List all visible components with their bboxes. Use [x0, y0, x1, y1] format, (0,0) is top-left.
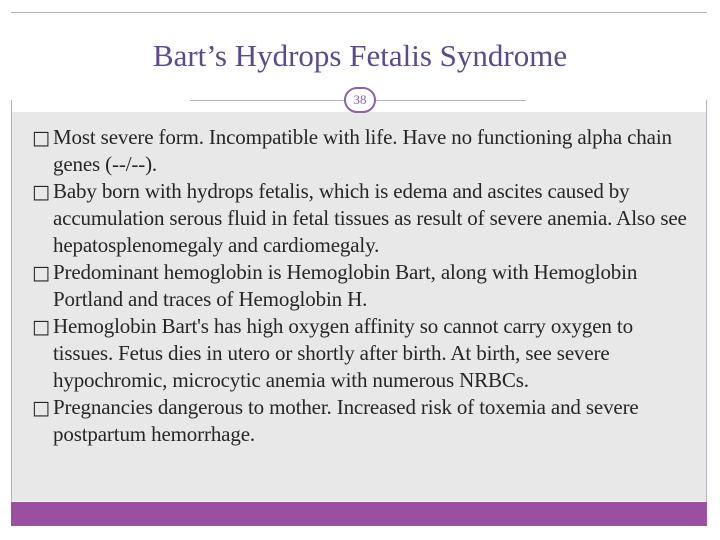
bullet-item: [32, 259, 692, 313]
bullet-list: [32, 124, 692, 448]
bullet-item: [32, 178, 692, 259]
bullet-text: Baby born with hydrops fetalis, which is edema and ascites caused by accumulation serous fluid in fetal tissues as result of severe anemia. Also see hepatosplenomegaly and cardiomegaly.: [53, 179, 687, 257]
bottom-accent-bar: [11, 502, 707, 526]
checkbox-bullet-icon: □: [32, 127, 50, 149]
bullet-text: Predominant hemoglobin is Hemoglobin Bart, along with Hemoglobin Portland and traces of Hemoglobin H.: [53, 260, 638, 311]
bullet-item: [32, 124, 692, 178]
checkbox-bullet-icon: □: [32, 262, 50, 284]
slide-number: 38: [344, 87, 376, 113]
bullet-text: Pregnancies dangerous to mother. Increased risk of toxemia and severe postpartum hemorrhage.: [53, 395, 639, 446]
bullet-text: Most severe form. Incompatible with life. Have no functioning alpha chain genes (--/--).: [53, 125, 672, 176]
bullet-item: [32, 313, 692, 394]
checkbox-bullet-icon: □: [32, 181, 50, 203]
slide-title: Bart’s Hydrops Fetalis Syndrome: [152, 38, 568, 73]
checkbox-bullet-icon: □: [32, 316, 50, 338]
bullet-item: [32, 394, 692, 448]
bullet-text: Hemoglobin Bart's has high oxygen affinity so cannot carry oxygen to tissues. Fetus dies in utero or shortly after birth. At birth, see severe hypochromic, microcytic anemia with numerous NRBCs.: [53, 314, 633, 392]
checkbox-bullet-icon: □: [32, 397, 50, 419]
